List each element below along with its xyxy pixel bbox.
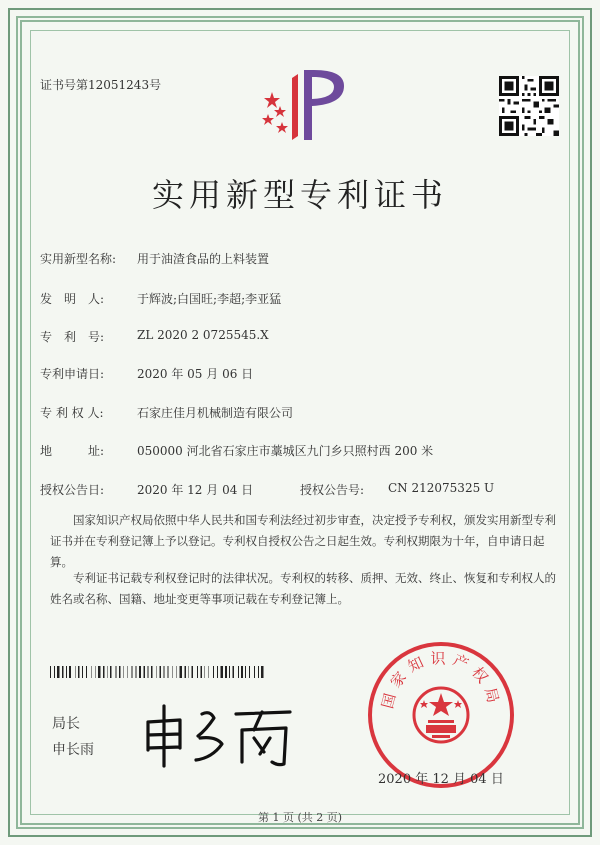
inventor-value: 于辉波;白国旺;李超;李亚猛 bbox=[137, 292, 282, 306]
barcode-icon bbox=[50, 666, 265, 678]
seal-text: 国家知识产权局 bbox=[378, 649, 504, 711]
director-title: 局长 bbox=[52, 716, 80, 732]
qr-code-icon bbox=[499, 76, 559, 136]
name-label: 实用新型名称: bbox=[40, 252, 117, 266]
certificate-title: 实用新型专利证书 bbox=[151, 176, 448, 214]
patent-number-label: 专 利 号: bbox=[40, 330, 105, 344]
national-emblem-icon bbox=[414, 688, 468, 742]
patentee-value: 石家庄佳月机械制造有限公司 bbox=[137, 406, 294, 420]
grant-statement-paragraph: 国家知识产权局依照中华人民共和国专利法经过初步审查，决定授予专利权，颁发实用新型专利证书并在专利登记簿上予以登记。专利权自授权公告之日起生效。专利权期限为十年，自申请日起算。 bbox=[50, 513, 556, 569]
grant-number-value: CN 212075325 U bbox=[388, 481, 495, 495]
filing-date-label: 专利申请日: bbox=[40, 367, 105, 381]
patent-number-value: ZL 2020 2 0725545.X bbox=[137, 328, 269, 342]
address-label: 地 址: bbox=[40, 444, 105, 458]
certificate-number: 证书号第12051243号 bbox=[40, 78, 162, 92]
legal-status-paragraph: 专利证书记载专利权登记时的法律状况。专利权的转移、质押、无效、终止、恢复和专利权人的姓名或名称、国籍、地址变更等事项记载在专利登记簿上。 bbox=[50, 571, 556, 606]
inventor-label: 发 明 人: bbox=[40, 292, 105, 306]
cnipa-logo-icon bbox=[252, 62, 352, 152]
grant-date-label: 授权公告日: bbox=[40, 483, 105, 497]
filing-date-value: 2020 年 05 月 06 日 bbox=[137, 367, 254, 381]
address-value: 050000 河北省石家庄市藁城区九门乡只照村西 200 米 bbox=[137, 444, 434, 458]
director-signature bbox=[140, 700, 310, 770]
grant-date-value: 2020 年 12 月 04 日 bbox=[137, 483, 254, 497]
patentee-label: 专 利 权 人: bbox=[40, 406, 104, 420]
grant-number-label: 授权公告号: bbox=[300, 483, 365, 497]
seal-date: 2020 年 12 月 04 日 bbox=[378, 772, 504, 787]
name-value: 用于油渣食品的上料装置 bbox=[137, 252, 270, 266]
page-footer: 第 1 页 (共 2 页) bbox=[257, 811, 343, 824]
director-name: 申长雨 bbox=[52, 742, 94, 758]
